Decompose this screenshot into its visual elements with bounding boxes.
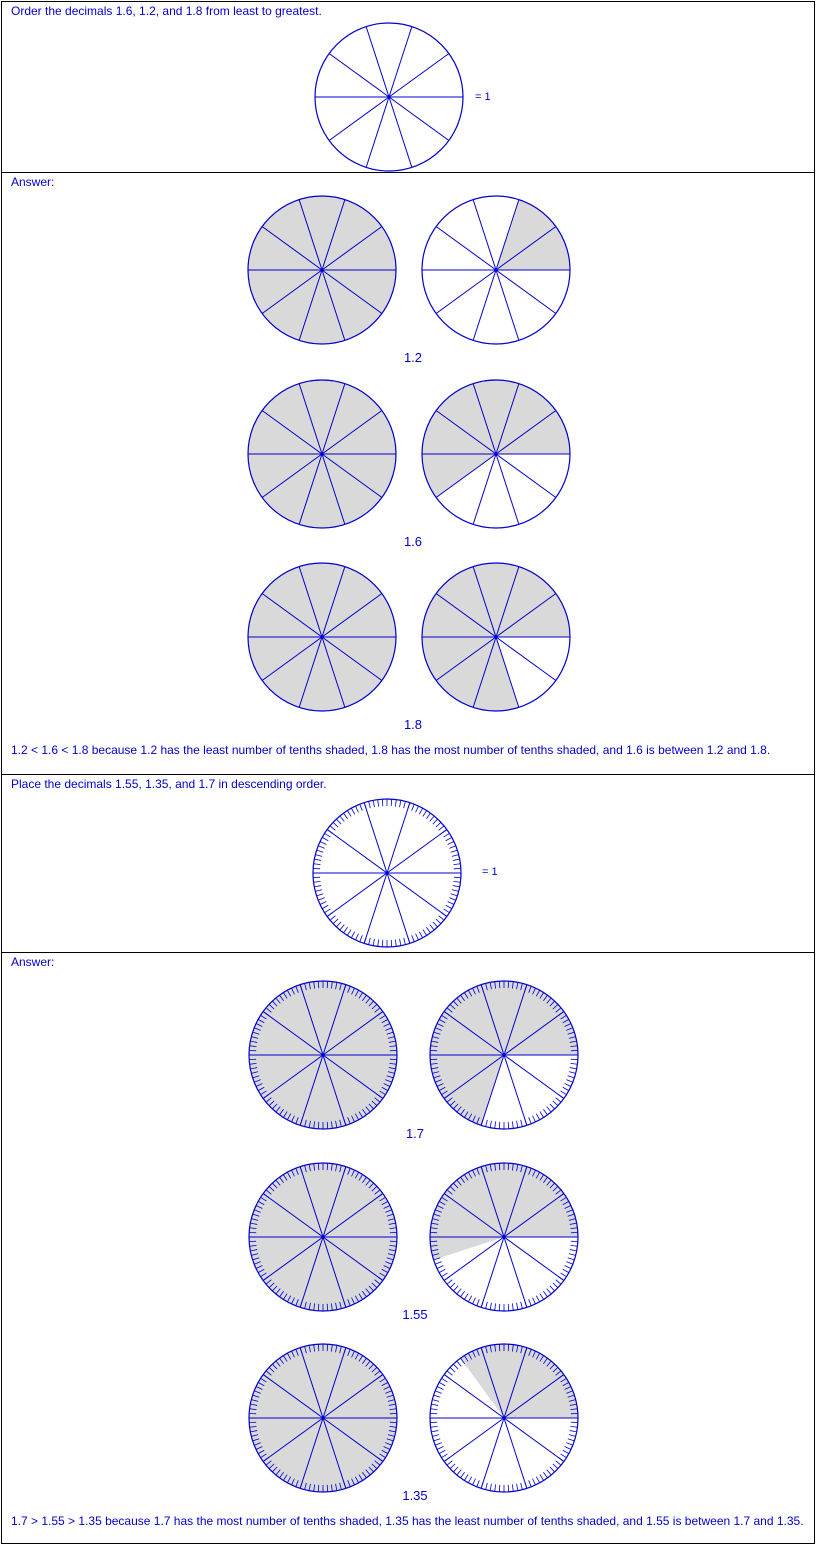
tenth-divider bbox=[504, 1418, 564, 1461]
hundredth-tick bbox=[395, 800, 396, 807]
problem2-conclusion: 1.7 > 1.55 > 1.35 because 1.7 has the most number of tenths shaded, 1.35 has the least number of tenths shaded, and 1.55 is between 1.7 and 1.35. bbox=[11, 1514, 804, 1528]
hundredth-tick bbox=[447, 1461, 452, 1465]
problem2-1.7-whole-circle bbox=[245, 977, 401, 1133]
hundredth-tick bbox=[453, 1364, 458, 1369]
hundredth-tick bbox=[529, 1117, 532, 1124]
hundredth-tick bbox=[446, 905, 452, 908]
hundredth-tick bbox=[439, 1450, 445, 1453]
problem1-answer-heading: Answer: bbox=[11, 175, 55, 189]
hundredth-tick bbox=[540, 1475, 544, 1481]
problem2-1.7-part-circle bbox=[426, 977, 582, 1133]
hundredth-tick bbox=[452, 890, 459, 892]
hundredth-tick bbox=[521, 1302, 523, 1309]
hundredth-tick bbox=[404, 801, 406, 808]
problem2-question-cell bbox=[1, 774, 815, 953]
hundredth-tick bbox=[570, 1426, 577, 1427]
hundredth-tick bbox=[556, 1280, 561, 1284]
hundredth-tick bbox=[315, 855, 322, 857]
hundredth-tick bbox=[325, 833, 331, 837]
hundredth-tick bbox=[369, 938, 371, 945]
hundredth-tick bbox=[457, 1361, 461, 1366]
hundredth-tick bbox=[351, 808, 354, 814]
hundredth-tick bbox=[550, 1467, 555, 1472]
hundredth-tick bbox=[360, 935, 363, 942]
tenth-divider bbox=[504, 1237, 527, 1307]
hundredth-tick bbox=[553, 1464, 558, 1469]
hundredth-tick bbox=[400, 939, 401, 946]
hundredth-tick bbox=[566, 1080, 573, 1083]
hundredth-tick bbox=[566, 1262, 573, 1265]
hundredth-tick bbox=[434, 1439, 441, 1441]
hundredth-tick bbox=[395, 939, 396, 946]
hundredth-tick bbox=[314, 881, 321, 882]
hundredth-tick bbox=[451, 894, 458, 896]
hundredth-tick bbox=[521, 1483, 523, 1490]
hundredth-tick bbox=[432, 1400, 439, 1402]
hundredth-tick bbox=[568, 1439, 575, 1441]
problem1-1.2-whole-circle bbox=[244, 192, 400, 348]
hundredth-tick bbox=[419, 932, 422, 938]
hundredth-tick bbox=[314, 859, 321, 860]
hundredth-tick bbox=[517, 1484, 518, 1491]
hundredth-tick bbox=[464, 1294, 468, 1300]
hundredth-tick bbox=[340, 925, 344, 930]
hundredth-tick bbox=[435, 1391, 442, 1394]
hundredth-tick bbox=[426, 927, 430, 933]
tenth-divider bbox=[473, 200, 496, 270]
hundredth-tick bbox=[449, 898, 456, 901]
hundredth-tick bbox=[550, 1104, 555, 1109]
hundredth-tick bbox=[442, 1454, 448, 1458]
hundredth-tick bbox=[442, 1378, 448, 1382]
problem1-1.2-part-circle bbox=[418, 192, 574, 348]
problem1-item-label: 1.2 bbox=[403, 350, 423, 365]
hundredth-tick bbox=[550, 1286, 555, 1291]
hundredth-tick bbox=[453, 886, 460, 887]
problem1-1.6-whole-circle bbox=[244, 376, 400, 532]
hundredth-tick bbox=[536, 1296, 539, 1302]
hundredth-tick bbox=[461, 1291, 465, 1297]
hundredth-tick bbox=[457, 1289, 461, 1294]
hundredth-tick bbox=[320, 902, 326, 905]
hundredth-tick bbox=[512, 1303, 513, 1310]
hundredth-tick bbox=[400, 800, 401, 807]
hundredth-tick bbox=[561, 1091, 567, 1095]
tenth-divider bbox=[389, 54, 449, 97]
problem1-question: Order the decimals 1.6, 1.2, and 1.8 from least to greatest. bbox=[11, 4, 322, 18]
hundredth-tick bbox=[330, 826, 335, 830]
hundredth-tick bbox=[486, 1120, 488, 1127]
hundredth-tick bbox=[453, 1286, 458, 1291]
hundredth-tick bbox=[320, 841, 326, 844]
problem1-question-cell bbox=[1, 1, 815, 173]
hundredth-tick bbox=[436, 919, 441, 924]
hundredth-tick bbox=[450, 1283, 455, 1288]
tenth-divider bbox=[504, 1418, 527, 1488]
hundredth-tick bbox=[529, 1299, 532, 1306]
hundredth-tick bbox=[468, 1477, 471, 1483]
tenth-divider bbox=[504, 1055, 527, 1125]
hundredth-tick bbox=[355, 806, 358, 812]
hundredth-tick bbox=[378, 939, 379, 946]
hundredth-tick bbox=[439, 916, 444, 920]
hundredth-tick bbox=[351, 932, 354, 938]
hundredth-tick bbox=[437, 1386, 443, 1389]
hundredth-tick bbox=[355, 934, 358, 940]
tenth-divider bbox=[389, 27, 412, 97]
problem2-1.55-part-circle bbox=[426, 1159, 582, 1315]
problem2-whole-circle bbox=[309, 795, 465, 951]
hundredth-tick bbox=[431, 1404, 438, 1405]
hundredth-tick bbox=[315, 890, 322, 892]
hundredth-tick bbox=[318, 846, 325, 849]
tenth-divider bbox=[504, 1055, 564, 1098]
hundredth-tick bbox=[450, 1367, 455, 1372]
hundredth-tick bbox=[404, 938, 406, 945]
tenth-divider bbox=[389, 97, 449, 140]
problem1-whole-circle bbox=[311, 19, 467, 175]
tenth-divider bbox=[436, 227, 496, 270]
hundredth-tick bbox=[517, 1121, 518, 1128]
tenth-divider bbox=[387, 873, 410, 943]
hundredth-tick bbox=[450, 1464, 455, 1469]
tenth-divider bbox=[481, 1418, 504, 1488]
hundredth-tick bbox=[472, 1479, 475, 1485]
hundredth-tick bbox=[373, 800, 374, 807]
tenth-divider bbox=[327, 830, 387, 873]
hundredth-tick bbox=[533, 1116, 536, 1122]
hundredth-tick bbox=[543, 1472, 547, 1478]
hundredth-tick bbox=[540, 1294, 544, 1300]
hundredth-tick bbox=[556, 1461, 561, 1465]
hundredth-tick bbox=[437, 1447, 443, 1450]
hundredth-tick bbox=[314, 864, 321, 865]
tenth-divider bbox=[366, 97, 389, 167]
hundredth-tick bbox=[369, 801, 371, 808]
hundredth-tick bbox=[419, 808, 422, 814]
hundredth-tick bbox=[412, 935, 415, 942]
problem2-answer-cell bbox=[1, 952, 815, 1544]
hundredth-tick bbox=[543, 1109, 547, 1115]
problem1-conclusion: 1.2 < 1.6 < 1.8 because 1.2 has the least number of tenths shaded, 1.8 has the most number of tenths shaded, and 1.6 is between 1.2 and 1.8. bbox=[11, 743, 771, 757]
hundredth-tick bbox=[569, 1435, 576, 1437]
hundredth-tick bbox=[453, 859, 460, 860]
hundredth-tick bbox=[436, 822, 441, 827]
hundredth-tick bbox=[536, 1477, 539, 1483]
tenth-divider bbox=[327, 873, 387, 916]
hundredth-tick bbox=[563, 1087, 569, 1090]
hundredth-tick bbox=[317, 850, 324, 852]
hundredth-tick bbox=[442, 1273, 448, 1277]
hundredth-tick bbox=[570, 1431, 577, 1432]
hundredth-tick bbox=[570, 1063, 577, 1064]
hundredth-tick bbox=[347, 811, 351, 817]
hundredth-tick bbox=[477, 1299, 480, 1306]
hundredth-tick bbox=[444, 833, 450, 837]
hundredth-tick bbox=[423, 930, 427, 936]
hundredth-tick bbox=[490, 1484, 491, 1491]
hundredth-tick bbox=[426, 813, 430, 819]
hundredth-tick bbox=[434, 1395, 441, 1397]
problem1-whole-label: = 1 bbox=[475, 91, 491, 103]
hundredth-tick bbox=[439, 1269, 445, 1272]
hundredth-tick bbox=[553, 1283, 558, 1288]
hundredth-tick bbox=[378, 800, 379, 807]
hundredth-tick bbox=[570, 1250, 577, 1251]
tenth-divider bbox=[473, 270, 496, 340]
hundredth-tick bbox=[568, 1258, 575, 1260]
hundredth-tick bbox=[449, 846, 456, 849]
hundredth-tick bbox=[486, 1302, 488, 1309]
problem2-item-label: 1.35 bbox=[402, 1488, 428, 1503]
hundredth-tick bbox=[565, 1084, 571, 1087]
hundredth-tick bbox=[453, 1467, 458, 1472]
hundredth-tick bbox=[529, 1480, 532, 1487]
hundredth-tick bbox=[512, 1484, 513, 1491]
hundredth-tick bbox=[570, 1068, 577, 1069]
problem1-answer-cell bbox=[1, 172, 815, 775]
hundredth-tick bbox=[430, 925, 434, 930]
shaded-region bbox=[430, 1163, 578, 1260]
hundredth-tick bbox=[452, 855, 459, 857]
hundredth-tick bbox=[330, 916, 335, 920]
shaded-region bbox=[422, 380, 570, 497]
hundredth-tick bbox=[448, 902, 454, 905]
hundredth-tick bbox=[495, 1303, 496, 1310]
hundredth-tick bbox=[565, 1447, 571, 1450]
hundredth-tick bbox=[344, 813, 348, 819]
hundredth-tick bbox=[566, 1443, 573, 1446]
hundredth-tick bbox=[431, 1426, 438, 1427]
hundredth-tick bbox=[547, 1470, 551, 1475]
hundredth-tick bbox=[423, 811, 427, 817]
problem1-item-label: 1.8 bbox=[403, 717, 423, 732]
hundredth-tick bbox=[322, 837, 328, 840]
hundredth-tick bbox=[568, 1076, 575, 1078]
hundredth-tick bbox=[333, 822, 338, 827]
tenth-divider bbox=[387, 803, 410, 873]
hundredth-tick bbox=[453, 864, 460, 865]
problem1-1.6-part-circle bbox=[418, 376, 574, 532]
hundredth-tick bbox=[547, 1107, 551, 1112]
hundredth-tick bbox=[553, 1101, 558, 1106]
hundredth-tick bbox=[477, 1480, 480, 1487]
hundredth-tick bbox=[431, 1431, 438, 1432]
hundredth-tick bbox=[540, 1112, 544, 1118]
hundredth-tick bbox=[451, 850, 458, 852]
tenth-divider bbox=[444, 1418, 504, 1461]
hundredth-tick bbox=[431, 1409, 438, 1410]
hundredth-tick bbox=[336, 922, 341, 927]
hundredth-tick bbox=[340, 816, 344, 821]
hundredth-tick bbox=[490, 1303, 491, 1310]
problem2-whole-label: = 1 bbox=[482, 866, 498, 878]
hundredth-tick bbox=[432, 1435, 439, 1437]
hundredth-tick bbox=[453, 881, 460, 882]
hundredth-tick bbox=[517, 1303, 518, 1310]
tenth-divider bbox=[366, 27, 389, 97]
hundredth-tick bbox=[461, 1472, 465, 1478]
hundredth-tick bbox=[444, 909, 450, 913]
tenth-divider bbox=[387, 873, 447, 916]
hundredth-tick bbox=[318, 898, 325, 901]
hundredth-tick bbox=[495, 1484, 496, 1491]
hundredth-tick bbox=[556, 1098, 561, 1102]
hundredth-tick bbox=[521, 1120, 523, 1127]
hundredth-tick bbox=[543, 1291, 547, 1297]
hundredth-tick bbox=[322, 905, 328, 908]
hundredth-tick bbox=[360, 804, 363, 811]
hundredth-tick bbox=[448, 841, 454, 844]
hundredth-tick bbox=[416, 806, 419, 812]
hundredth-tick bbox=[447, 1371, 452, 1375]
tenth-divider bbox=[496, 270, 519, 340]
hundredth-tick bbox=[437, 1266, 443, 1269]
hundredth-tick bbox=[439, 1382, 445, 1385]
problem2-item-label: 1.7 bbox=[405, 1126, 425, 1141]
hundredth-tick bbox=[430, 816, 434, 821]
hundredth-tick bbox=[333, 919, 338, 924]
hundredth-tick bbox=[317, 894, 324, 896]
hundredth-tick bbox=[435, 1262, 442, 1265]
hundredth-tick bbox=[563, 1450, 569, 1453]
hundredth-tick bbox=[336, 819, 341, 824]
hundredth-tick bbox=[325, 909, 331, 913]
hundredth-tick bbox=[416, 934, 419, 940]
hundredth-tick bbox=[536, 1114, 539, 1120]
hundredth-tick bbox=[533, 1479, 536, 1485]
tenth-divider bbox=[364, 803, 387, 873]
hundredth-tick bbox=[495, 1121, 496, 1128]
hundredth-tick bbox=[457, 1470, 461, 1475]
tenth-divider bbox=[389, 97, 412, 167]
problem2-1.35-part-circle bbox=[426, 1340, 582, 1496]
hundredth-tick bbox=[561, 1273, 567, 1277]
tenth-divider bbox=[504, 1237, 564, 1280]
problem1-item-label: 1.6 bbox=[403, 534, 423, 549]
hundredth-tick bbox=[433, 922, 438, 927]
hundredth-tick bbox=[412, 804, 415, 811]
hundredth-tick bbox=[561, 1454, 567, 1458]
hundredth-tick bbox=[569, 1254, 576, 1256]
problem1-1.8-whole-circle bbox=[244, 559, 400, 715]
tenth-divider bbox=[496, 270, 556, 313]
problem2-item-label: 1.55 bbox=[402, 1307, 428, 1322]
problem2-1.35-whole-circle bbox=[245, 1340, 401, 1496]
problem2-answer-heading: Answer: bbox=[11, 955, 55, 969]
hundredth-tick bbox=[347, 930, 351, 936]
hundredth-tick bbox=[447, 1280, 452, 1284]
hundredth-tick bbox=[468, 1296, 471, 1302]
hundredth-tick bbox=[373, 939, 374, 946]
hundredth-tick bbox=[446, 837, 452, 840]
problem1-1.8-part-circle bbox=[418, 559, 574, 715]
tenth-divider bbox=[387, 830, 447, 873]
hundredth-tick bbox=[486, 1483, 488, 1490]
hundredth-tick bbox=[433, 819, 438, 824]
tenth-divider bbox=[329, 54, 389, 97]
hundredth-tick bbox=[512, 1121, 513, 1128]
hundredth-tick bbox=[563, 1269, 569, 1272]
problem2-1.55-whole-circle bbox=[245, 1159, 401, 1315]
hundredth-tick bbox=[435, 1443, 442, 1446]
hundredth-tick bbox=[533, 1298, 536, 1304]
hundredth-tick bbox=[547, 1289, 551, 1294]
problem2-question: Place the decimals 1.55, 1.35, and 1.7 in descending order. bbox=[11, 777, 327, 791]
tenth-divider bbox=[496, 454, 519, 524]
hundredth-tick bbox=[472, 1298, 475, 1304]
hundredth-tick bbox=[344, 927, 348, 933]
tenth-divider bbox=[436, 270, 496, 313]
hundredth-tick bbox=[314, 886, 321, 887]
hundredth-tick bbox=[570, 1245, 577, 1246]
hundredth-tick bbox=[439, 826, 444, 830]
tenth-divider bbox=[329, 97, 389, 140]
hundredth-tick bbox=[490, 1121, 491, 1128]
hundredth-tick bbox=[569, 1072, 576, 1074]
hundredth-tick bbox=[464, 1475, 468, 1481]
tenth-divider bbox=[364, 873, 387, 943]
tenth-divider bbox=[496, 454, 556, 497]
hundredth-tick bbox=[565, 1266, 571, 1269]
tenth-divider bbox=[481, 1237, 504, 1307]
